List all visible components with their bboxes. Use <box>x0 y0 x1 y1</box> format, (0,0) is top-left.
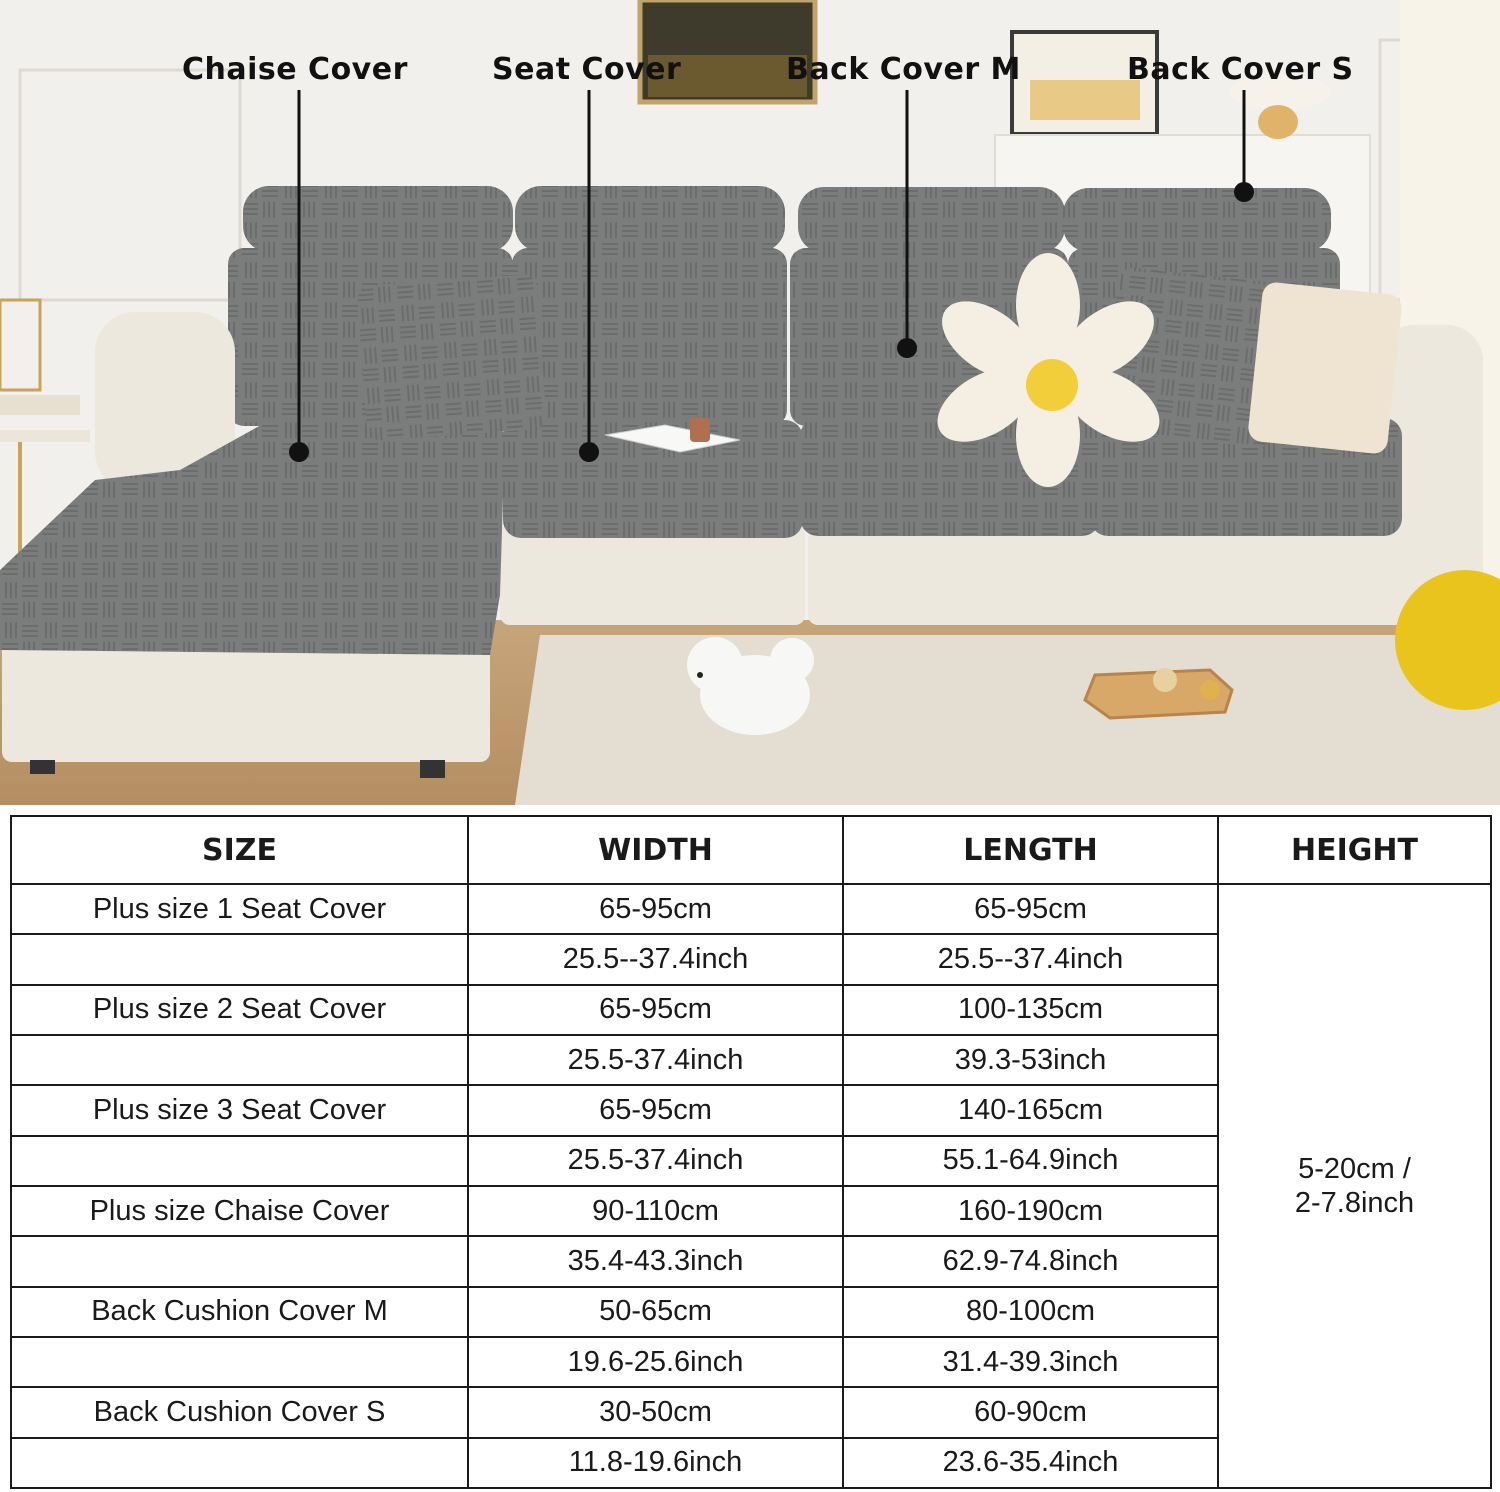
callout-back-cover-m: Back Cover M <box>786 52 1021 87</box>
cell-size: Plus size Chaise Cover <box>11 1186 468 1236</box>
lamp-base <box>1258 105 1298 139</box>
cell-width: 19.6-25.6inch <box>468 1337 843 1387</box>
cell-length: 39.3-53inch <box>843 1035 1218 1085</box>
cell-size: Back Cushion Cover M <box>11 1287 468 1337</box>
callout-back-cover-s: Back Cover S <box>1127 52 1354 87</box>
seat-base-right <box>808 530 1408 625</box>
cell-width: 35.4-43.3inch <box>468 1236 843 1286</box>
table-row <box>11 884 1491 934</box>
cell-width: 65-95cm <box>468 985 843 1035</box>
table-header-row <box>11 816 1491 884</box>
cell-width: 65-95cm <box>468 884 843 934</box>
callout-chaise-cover: Chaise Cover <box>182 52 408 87</box>
cell-length: 25.5--37.4inch <box>843 934 1218 984</box>
cell-size: Plus size 3 Seat Cover <box>11 1085 468 1135</box>
cell-length: 80-100cm <box>843 1287 1218 1337</box>
cell-length: 60-90cm <box>843 1387 1218 1437</box>
cell-width: 90-110cm <box>468 1186 843 1236</box>
header-length: LENGTH <box>843 816 1218 884</box>
cell-size <box>11 1337 468 1387</box>
cell-size <box>11 934 468 984</box>
cell-length: 100-135cm <box>843 985 1218 1035</box>
cell-size <box>11 1236 468 1286</box>
cell-size: Back Cushion Cover S <box>11 1387 468 1437</box>
cell-size <box>11 1035 468 1085</box>
header-width: WIDTH <box>468 816 843 884</box>
cell-size <box>11 1136 468 1186</box>
table-body <box>11 884 1491 1488</box>
cell-length: 65-95cm <box>843 884 1218 934</box>
cell-width: 25.5--37.4inch <box>468 934 843 984</box>
cell-length: 140-165cm <box>843 1085 1218 1135</box>
height-line: 5-20cm / <box>1298 1153 1411 1185</box>
size-chart <box>10 815 1490 1489</box>
cell-size: Plus size 1 Seat Cover <box>11 884 468 934</box>
cell-width: 65-95cm <box>468 1085 843 1135</box>
height-line: 2-7.8inch <box>1294 1187 1415 1219</box>
header-height: HEIGHT <box>1218 816 1491 884</box>
cell-size <box>11 1438 468 1488</box>
cell-width: 50-65cm <box>468 1287 843 1337</box>
cell-length: 55.1-64.9inch <box>843 1136 1218 1186</box>
header-size: SIZE <box>11 816 468 884</box>
cell-length: 62.9-74.8inch <box>843 1236 1218 1286</box>
cell-height <box>1218 884 1491 1488</box>
cell-length: 23.6-35.4inch <box>843 1438 1218 1488</box>
cell-size: Plus size 2 Seat Cover <box>11 985 468 1035</box>
size-table <box>10 815 1492 1489</box>
seat-base-middle <box>500 525 805 625</box>
cream-pillow <box>1247 281 1403 455</box>
cell-width: 30-50cm <box>468 1387 843 1437</box>
rug <box>515 635 1500 805</box>
cell-length: 160-190cm <box>843 1186 1218 1236</box>
cell-width: 25.5-37.4inch <box>468 1035 843 1085</box>
cell-width: 25.5-37.4inch <box>468 1136 843 1186</box>
chaise-base <box>2 640 490 762</box>
cell-width: 11.8-19.6inch <box>468 1438 843 1488</box>
gray-pillow-left <box>357 274 547 441</box>
cell-length: 31.4-39.3inch <box>843 1337 1218 1387</box>
cup <box>690 418 710 442</box>
callout-seat-cover: Seat Cover <box>492 52 682 87</box>
